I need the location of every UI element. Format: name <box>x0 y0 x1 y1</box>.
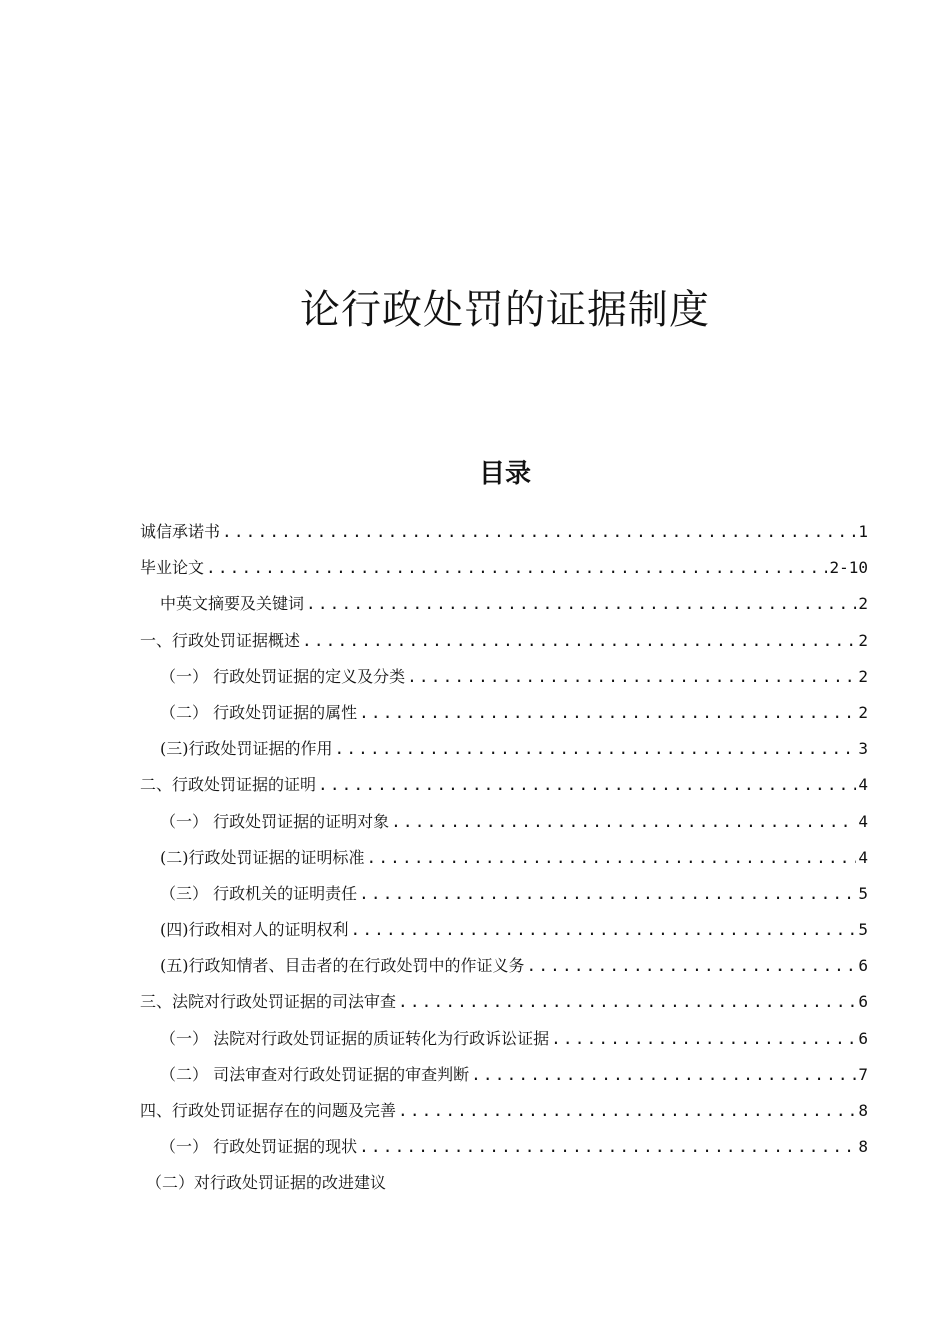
toc-entry-text: （一） 行政处罚证据的证明对象 <box>160 811 390 831</box>
toc-page-number: 2-10 <box>829 558 868 578</box>
toc-page-number: 6 <box>858 956 868 976</box>
toc-page-number: 4 <box>858 847 868 867</box>
toc-entry[interactable] <box>140 1165 868 1201</box>
toc-entry[interactable] <box>140 695 868 731</box>
toc-entry-text: (五)行政知情者、目击者的在行政处罚中的作证义务 <box>160 956 525 976</box>
toc-entry[interactable] <box>140 912 868 948</box>
toc-dot-leader <box>359 876 856 912</box>
toc-entry[interactable] <box>140 550 868 586</box>
toc-entry-text: (二)行政处罚证据的证明标准 <box>160 847 365 867</box>
toc-dot-leader <box>222 514 856 550</box>
toc-entry[interactable] <box>140 586 868 622</box>
toc-page-number: 2 <box>858 630 868 650</box>
toc-entry-text: 毕业论文 <box>140 558 205 578</box>
toc-entry-text: （二）对行政处罚证据的改进建议 <box>146 1173 387 1193</box>
toc-dot-leader <box>359 1129 856 1165</box>
toc-dot-leader <box>391 804 856 840</box>
toc-entry[interactable] <box>140 876 868 912</box>
toc-entry[interactable] <box>140 659 868 695</box>
toc-dot-leader <box>551 1021 856 1057</box>
toc-page-number: 3 <box>858 739 868 759</box>
toc-entry[interactable] <box>140 731 868 767</box>
toc-entry-text: （二） 司法审查对行政处罚证据的审查判断 <box>160 1064 470 1084</box>
table-of-contents <box>140 514 868 1202</box>
toc-entry-text: （一） 行政处罚证据的现状 <box>160 1137 358 1157</box>
toc-dot-leader <box>471 1057 856 1093</box>
toc-entry-text: 四、行政处罚证据存在的问题及完善 <box>140 1101 397 1120</box>
toc-entry[interactable] <box>140 1093 868 1129</box>
toc-entry-text: 诚信承诺书 <box>140 522 221 541</box>
toc-entry-text: 三、法院对行政处罚证据的司法审查 <box>140 992 397 1012</box>
document-title: 论行政处罚的证据制度 <box>300 287 710 333</box>
toc-page-number: 2 <box>858 702 868 722</box>
toc-page-number: 8 <box>858 1101 868 1120</box>
toc-dot-leader <box>359 695 856 731</box>
toc-page-number: 2 <box>858 666 868 686</box>
toc-entry-text: 中英文摘要及关键词 <box>160 594 305 614</box>
toc-page-number: 1 <box>858 522 868 541</box>
toc-entry[interactable] <box>140 984 868 1020</box>
toc-entry[interactable] <box>140 1021 868 1057</box>
toc-entry-text: 一、行政处罚证据概述 <box>140 630 301 650</box>
toc-entry-text: （三） 行政机关的证明责任 <box>160 883 358 903</box>
toc-dot-leader <box>335 731 857 767</box>
toc-entry[interactable] <box>140 1057 868 1093</box>
toc-dot-leader <box>302 623 856 659</box>
toc-entry-text: （二） 行政处罚证据的属性 <box>160 702 358 722</box>
toc-dot-leader <box>398 1093 856 1129</box>
toc-entry[interactable] <box>140 623 868 659</box>
toc-entry-text: （一） 法院对行政处罚证据的质证转化为行政诉讼证据 <box>160 1028 550 1048</box>
toc-entry[interactable] <box>140 514 868 550</box>
toc-entry[interactable] <box>140 948 868 984</box>
toc-dot-leader <box>367 840 857 876</box>
toc-page-number: 6 <box>858 992 868 1012</box>
toc-dot-leader <box>318 767 856 803</box>
toc-page-number: 2 <box>858 594 868 614</box>
toc-dot-leader <box>527 948 857 984</box>
toc-dot-leader <box>407 659 856 695</box>
toc-page-number: 8 <box>858 1137 868 1157</box>
toc-page-number: 6 <box>858 1028 868 1048</box>
toc-entry-text: （一） 行政处罚证据的定义及分类 <box>160 666 406 686</box>
toc-page-number: 4 <box>858 811 868 831</box>
toc-dot-leader <box>398 984 856 1020</box>
toc-entry[interactable] <box>140 804 868 840</box>
toc-dot-leader <box>206 550 827 586</box>
toc-heading: 目录 <box>478 459 531 489</box>
toc-page-number: 5 <box>858 920 868 940</box>
toc-entry[interactable] <box>140 840 868 876</box>
toc-entry[interactable] <box>140 1129 868 1165</box>
toc-page-number: 4 <box>858 775 868 795</box>
toc-entry-text: (四)行政相对人的证明权利 <box>160 920 349 940</box>
toc-entry[interactable] <box>140 767 868 803</box>
toc-page-number: 5 <box>858 883 868 903</box>
toc-entry-text: 二、行政处罚证据的证明 <box>140 775 317 795</box>
toc-entry-text: (三)行政处罚证据的作用 <box>160 739 333 759</box>
toc-dot-leader <box>306 586 856 622</box>
toc-dot-leader <box>351 912 857 948</box>
toc-page-number: 7 <box>858 1064 868 1084</box>
